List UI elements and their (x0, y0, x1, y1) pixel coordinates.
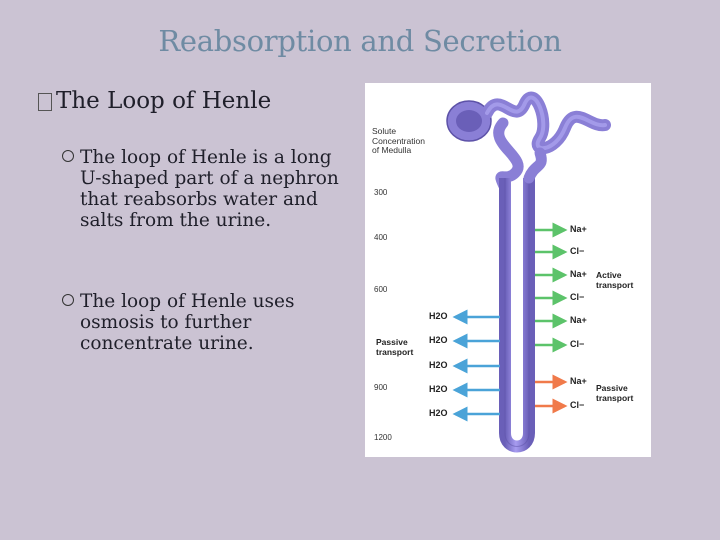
bullet-text: The loop of Henle is a long U-shaped part of a nephron that reabsorbs water and salts from the urine. (80, 147, 339, 231)
ion-label: Cl− (570, 339, 585, 349)
passive-transport-label: Passive transport (376, 337, 414, 357)
ion-label: Cl− (570, 292, 585, 302)
scale-value: 600 (374, 285, 388, 294)
ion-label: Na+ (570, 315, 587, 325)
section-heading (38, 88, 271, 114)
scale-value: 1200 (374, 433, 392, 442)
circle-bullet-icon (62, 150, 74, 162)
scale-value: 900 (374, 383, 388, 392)
glomerulus (456, 110, 482, 132)
water-label: H2O (429, 408, 448, 418)
ascending-limb-top (529, 153, 541, 178)
water-label: H2O (429, 360, 448, 370)
ion-label: Cl− (570, 400, 585, 410)
scale-value: 300 (374, 188, 388, 197)
circle-bullet-icon (62, 294, 74, 306)
ion-label: Na+ (570, 376, 587, 386)
loop-of-henle (505, 178, 529, 447)
heading-text: The Loop of Henle (56, 88, 272, 114)
ion-label: Na+ (570, 269, 587, 279)
square-bullet-icon (38, 93, 52, 111)
water-label: H2O (429, 311, 448, 321)
water-label: H2O (429, 335, 448, 345)
bullet-item (62, 291, 352, 354)
ion-label: Na+ (570, 224, 587, 234)
ion-label: Cl− (570, 246, 585, 256)
bullet-item (62, 147, 352, 231)
scale-title: Solute Concentration of Medulla (372, 126, 425, 155)
slide-title: Reabsorption and Secretion (158, 24, 562, 58)
bullet-text: The loop of Henle uses osmosis to further concentrate urine. (80, 291, 295, 354)
passive-transport-label: Passive transport (596, 383, 634, 403)
scale-value: 400 (374, 233, 388, 242)
loop-of-henle-figure (365, 83, 651, 457)
active-transport-label: Active transport (596, 270, 634, 290)
water-label: H2O (429, 384, 448, 394)
